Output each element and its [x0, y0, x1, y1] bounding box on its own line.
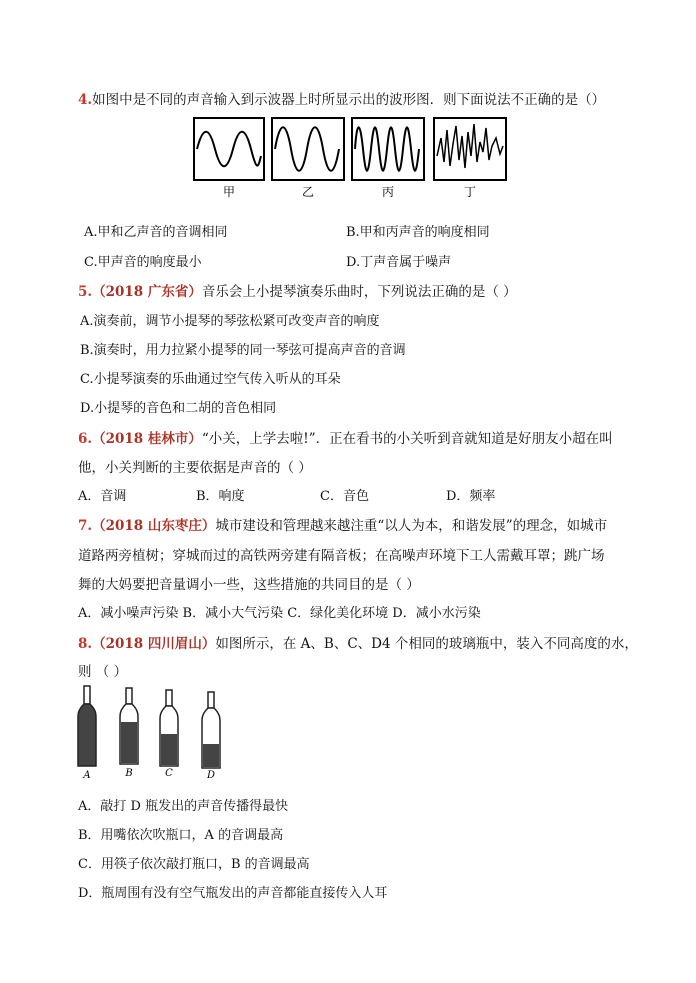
question-7-stem-line3: 舞的大妈要把音量调小一些，这些措施的共同目的是（ ） [78, 577, 420, 593]
question-6-stem-line2: 他，小关判断的主要依据是声音的（ ） [78, 460, 312, 476]
option-a: A.演奏前，调节小提琴的琴弦松紧可改变声音的响度 [80, 314, 380, 329]
option-a: A．音调 [78, 489, 127, 504]
option-b: B.演奏时，用力拉紧小提琴的同一琴弦可提高声音的音调 [80, 343, 406, 358]
bottle-label-b: B [125, 768, 133, 779]
bottle-c [160, 690, 178, 766]
option-c: C.甲声音的响度最小 [84, 255, 202, 270]
bottle-label-a: A [83, 770, 91, 780]
waveform-ding [434, 118, 506, 180]
question-6-stem [78, 427, 613, 447]
option-b: B.甲和丙声音的响度相同 [346, 225, 490, 240]
bottle-a [78, 686, 96, 766]
question-source: （2018 广东省） [92, 284, 202, 300]
bottle-label-c: C [165, 768, 173, 779]
question-7-stem [78, 514, 607, 534]
option-b: B．用嘴依次吹瓶口，A 的音调最高 [78, 828, 284, 843]
question-text: 如图中是不同的声音输入到示波器上时所显示出的波形图．则下面说法不正确的是（） [92, 92, 606, 108]
option-c: C．音色 [320, 489, 369, 504]
bottle-label-d: D [206, 770, 216, 780]
figure-label-yi: 乙 [301, 185, 315, 199]
question-number: 6. [78, 431, 93, 447]
question-7-stem-line2: 道路两旁植树；穿城而过的高铁两旁建有隔音板；在高噪声环境下工人需戴耳罩；跳广场 [78, 548, 605, 564]
question-8-stem [78, 632, 638, 652]
option-d: D.丁声音属于噪声 [346, 255, 452, 270]
question-8-stem-line2: 则 （ ） [78, 664, 128, 680]
figure-label-bing: 丙 [381, 185, 395, 199]
waveform-jia [194, 118, 264, 180]
question-number: 7. [78, 518, 93, 534]
option-b: B．响度 [196, 489, 245, 504]
question-number: 4. [78, 92, 93, 108]
option-c: C.小提琴演奏的乐曲通过空气传入听从的耳朵 [80, 372, 341, 387]
question-5-stem [78, 280, 517, 300]
question-4-stem [78, 88, 605, 108]
option-c: C．用筷子依次敲打瓶口，B 的音调最高 [78, 857, 310, 872]
figure-label-ding: 丁 [463, 185, 477, 199]
bottle-b [120, 688, 138, 764]
option-d: D.小提琴的音色和二胡的音色相同 [80, 401, 277, 416]
option-a: A．敲打 D 瓶发出的声音传播得最快 [78, 799, 289, 814]
question-source: （2018 四川眉山） [92, 636, 216, 652]
question-source: （2018 山东枣庄） [92, 518, 216, 534]
question-text: 音乐会上小提琴演奏乐曲时，下列说法正确的是（ ） [201, 284, 517, 300]
question-7-options: A．减小噪声污染 B．减小大气污染 C．绿化美化环境 D．减小水污染 [78, 606, 481, 621]
glass-bottles-figure [74, 684, 234, 780]
figure-label-jia: 甲 [222, 185, 236, 199]
question-source: （2018 桂林市） [92, 431, 202, 447]
option-a: A.甲和乙声音的音调相同 [84, 225, 228, 240]
oscilloscope-waveforms-figure [192, 116, 510, 200]
option-d: D．频率 [446, 489, 496, 504]
question-number: 8. [78, 636, 93, 652]
question-text: 如图所示，在 A、B、C、D4 个相同的玻璃瓶中，装入不同高度的水， [215, 636, 638, 652]
waveform-bing [352, 118, 424, 180]
question-text: 城市建设和管理越来越注重“以人为本，和谐发展”的理念，如城市 [215, 518, 608, 534]
option-d: D．瓶周围有没有空气瓶发出的声音都能直接传入人耳 [78, 886, 388, 901]
question-text: “小关，上学去啦!”．正在看书的小关听到音就知道是好朋友小超在叫 [201, 431, 613, 447]
question-number: 5. [78, 284, 93, 300]
waveform-yi [272, 118, 344, 180]
bottle-d [202, 692, 220, 768]
